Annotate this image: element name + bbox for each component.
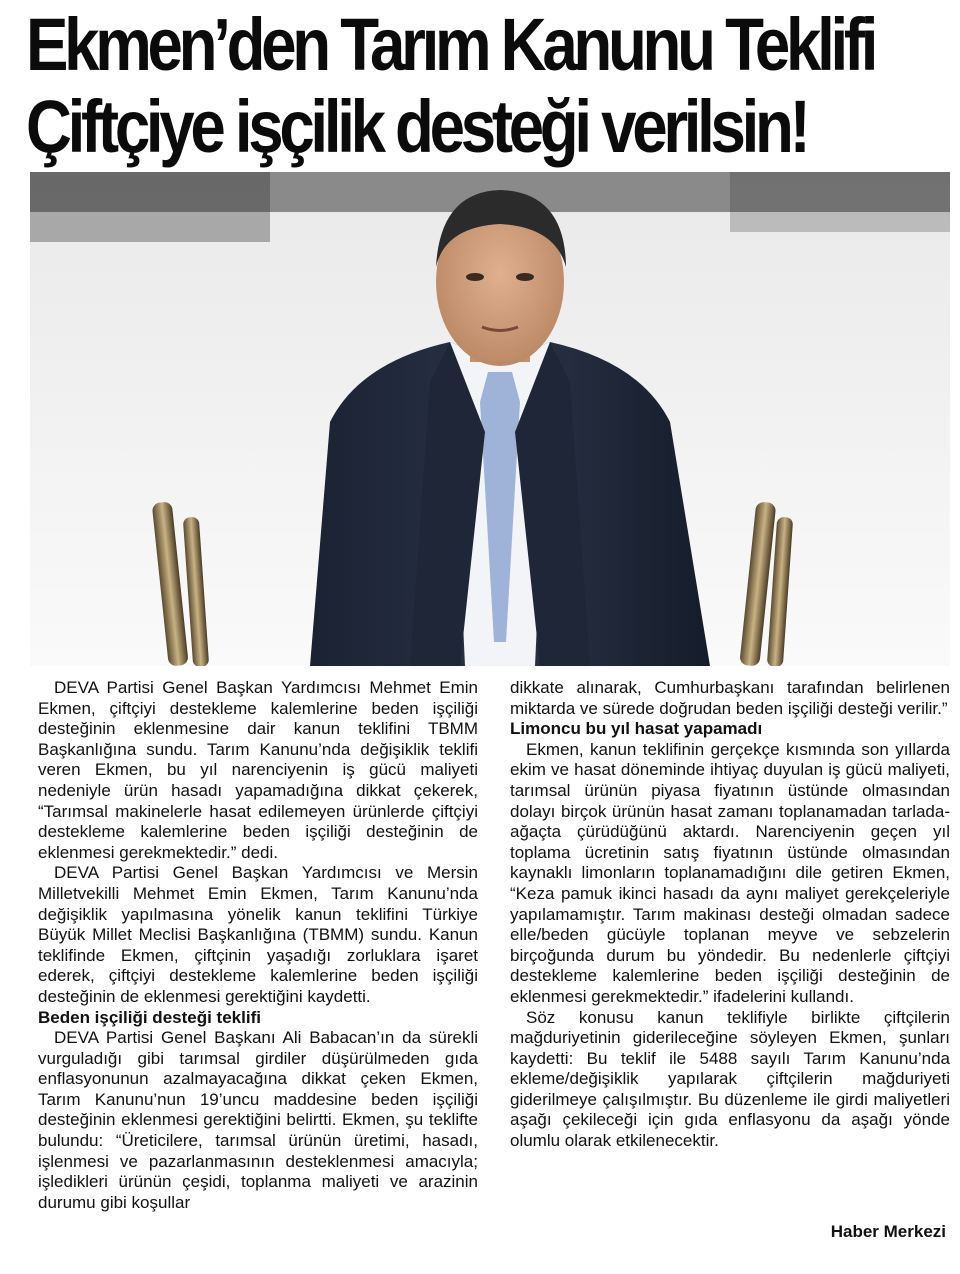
politician-speaking-photo	[30, 172, 950, 666]
section-subheading: Beden işçiliği desteği teklifi	[38, 1007, 261, 1027]
headline-subtitle: Çiftçiye işçilik desteği verilsin!	[26, 85, 807, 168]
paragraph: Söz konusu kanun teklifiyle birlikte çiftçilerin mağduriyetinin giderileceğine söyleyen Ekmen, şunları kaydetti: Bu teklif ile 5488 sayılı Tarım Kanunu’nda ekleme/değişiklik yapılarak çiftçilerin mağduriyeti giderilmeye çalışılmıştır. Bu düzenleme ile girdi maliyetleri aşağı çekileceği için gıda enflasyonu da aşağı yönde olumlu olarak etkilenecektir.	[510, 1007, 950, 1151]
paragraph: DEVA Partisi Genel Başkanı Ali Babacan’ın da sürekli vurguladığı gibi tarımsal girdiler düşürülmeden gıda enflasyonunun azalmayacağına dikkat çeken Ekmen, Tarım Kanunu’nun 19’uncu maddesine beden işçiliği desteğinin eklenmesi gerektiğini belirtti. Ekmen, şu teklifte bulundu: “Üreticilere, tarımsal ürünün üretimi, hasadı, işlenmesi ve pazarlanmasının desteklenmesi amacıyla; işledikleri ürünün çeşidi, toplanma maliyeti ve arazinin durumu gibi koşullar	[38, 1028, 478, 1212]
paragraph: dikkate alınarak, Cumhurbaşkanı tarafından belirlenen miktarda ve sürede doğrudan beden işçiliği desteği verilir.”	[510, 678, 950, 718]
article-column-left	[38, 678, 478, 1213]
section-subheading: Limoncu bu yıl hasat yapamadı	[510, 719, 763, 739]
paragraph: Ekmen, kanun teklifinin gerçekçe kısmında son yıllarda ekim ve hasat döneminde ihtiyaç duyulan iş gücü maliyeti, tarımsal ürünün piyasa fiyatının üstünde olmasından dolayı birçok ürünün hasat zamanı toplanamadan tarlada-ağaçta çürüdüğünü aktardı. Narenciyenin geçen yıl toplama ücretinin satış fiyatının üstünde olmasından kaynaklı limonların toplanamadığını dile getiren Ekmen, “Keza pamuk ikinci hasadı da aynı maliyet gerekçeleriyle yapılamamıştır. Tarım makinası desteği olmadan sadece elle/beden gücüyle toplanan meyve ve sebzelerin birçoğunda durum bu yöndedir. Bu nedenlerle çiftçiyi destekleme kalemlerine beden işçiliği desteğinin de eklenmesi gerekmektedir.” ifadelerini kullandı.	[510, 739, 950, 1006]
photo-illustration	[30, 172, 950, 666]
article-column-right	[510, 678, 950, 1152]
headline-title: Ekmen’den Tarım Kanunu Teklifi	[26, 3, 875, 86]
paragraph: DEVA Partisi Genel Başkan Yardımcısı ve Mersin Milletvekilli Mehmet Emin Ekmen, Tarım Kanunu’nda değişiklik yapılmasına yönelik kanun teklifini Türkiye Büyük Millet Meclisi Başkanlığına (TBMM) sundu. Kanun teklifinde Ekmen, çiftçinin yaşadığı zorluklara işaret ederek, çiftçiyi destekleme kalemlerine beden işçiliği desteğinin de eklenmesi gerektiğini kaydetti.	[38, 863, 478, 1006]
author-byline: Haber Merkezi	[830, 1222, 946, 1241]
paragraph: DEVA Partisi Genel Başkan Yardımcısı Mehmet Emin Ekmen, çiftçiyi destekleme kalemlerine beden işçiliği desteğinin eklenmesine dair kanun teklifini TBMM Başkanlığına sundu. Tarım Kanunu’nda değişiklik teklifi veren Ekmen, bu yıl narenciyenin iş gücü maliyeti nedeniyle ürün hasadı yapamadığına dikkat çekerek, “Tarımsal makinelerle hasat edilemeyen ürünlerde çiftçiyi destekleme kalemlerine beden işçiliği desteğinin de eklenmesi gerekmektedir.” dedi.	[38, 678, 478, 862]
